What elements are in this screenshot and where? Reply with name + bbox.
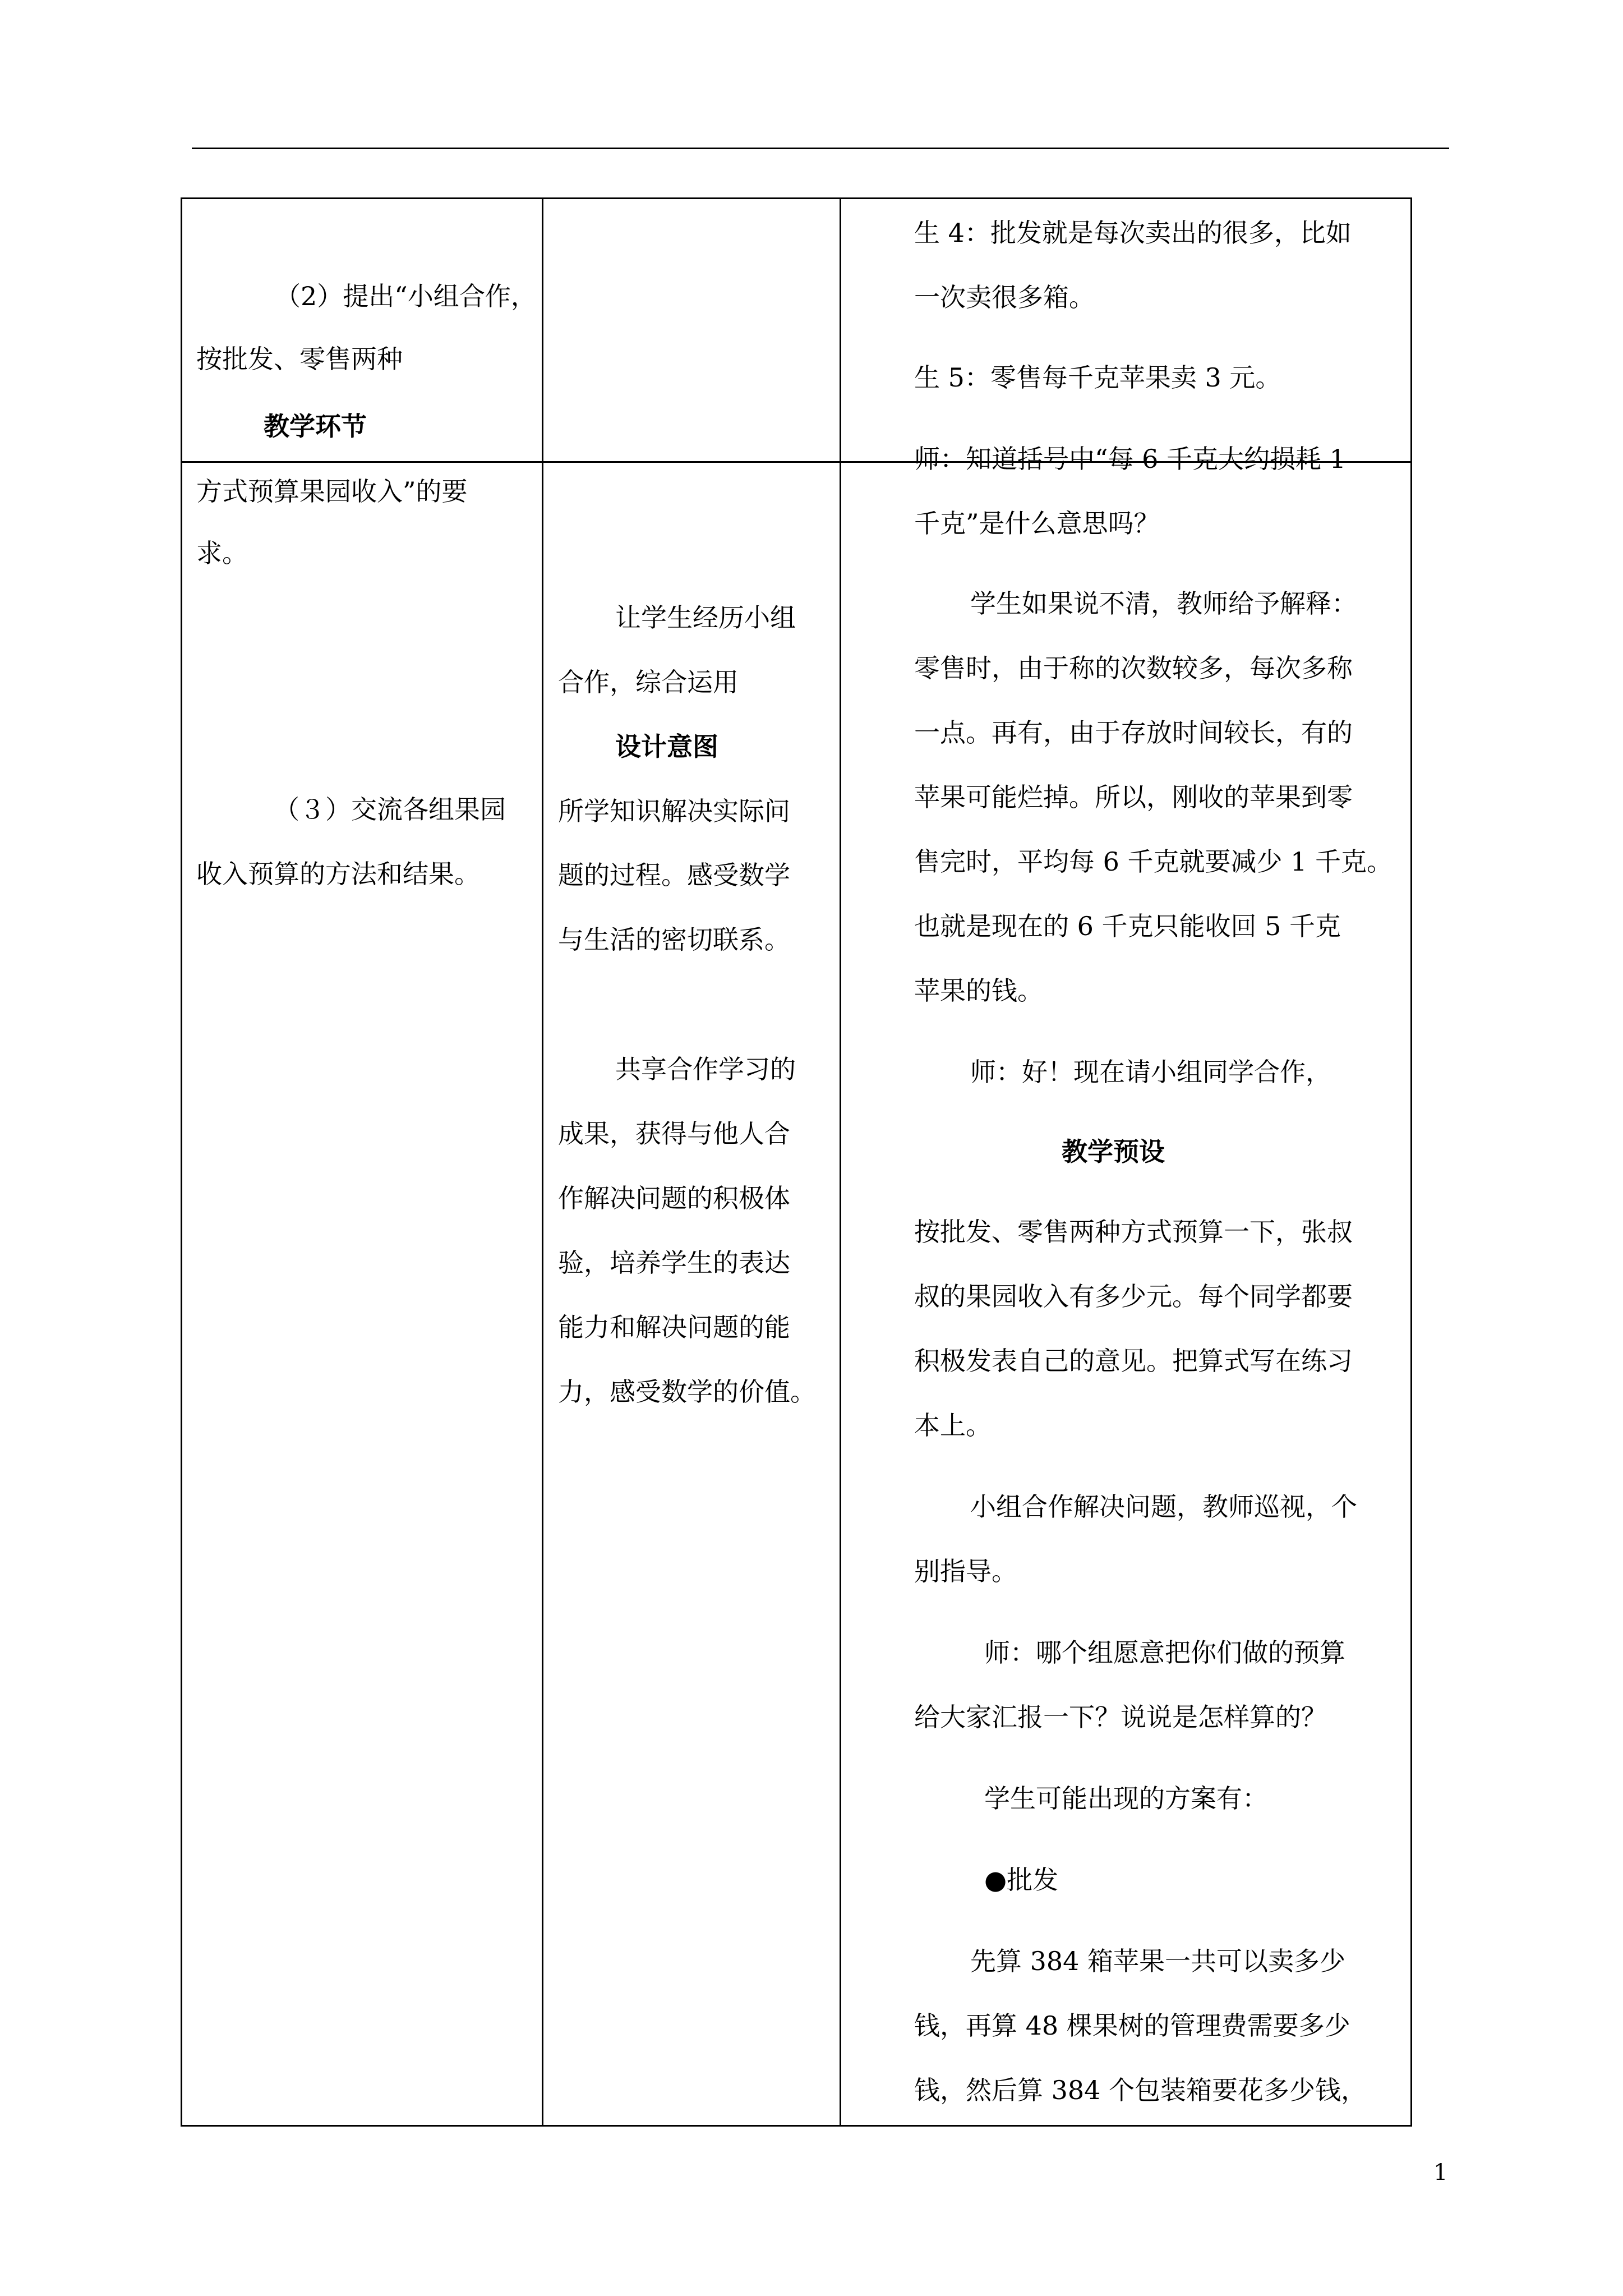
col3-line: 也就是现在的 6 千克只能收回 5 千克 xyxy=(914,911,1341,941)
col2-line: 与生活的密切联系。 xyxy=(558,924,790,955)
col3-line: 师：知道括号中“每 6 千克大约损耗 1 xyxy=(914,444,1346,474)
col2-line: 题的过程。感受数学 xyxy=(558,860,790,890)
table-bottom-border xyxy=(181,2125,1412,2127)
col3-line: 生 4：批发就是每次卖出的很多，比如 xyxy=(914,218,1352,248)
col1-line: 方式预算果园收入”的要 xyxy=(196,476,468,507)
col2-line: 共享合作学习的 xyxy=(615,1054,796,1084)
col2-line: 所学知识解决实际问 xyxy=(558,796,790,826)
col2-line: 作解决问题的积极体 xyxy=(558,1183,790,1213)
col3-line: 别指导。 xyxy=(914,1556,1017,1586)
table-col-divider-2 xyxy=(840,197,841,2127)
col3-line: 给大家汇报一下？说说是怎样算的？ xyxy=(914,1702,1327,1732)
col2-line: 验，培养学生的表达 xyxy=(558,1248,790,1278)
col3-line: 本上。 xyxy=(914,1410,992,1441)
col3-line: 苹果可能烂掉。所以，刚收的苹果到零 xyxy=(914,782,1353,812)
col3-line: 千克”是什么意思吗？ xyxy=(914,508,1160,539)
page-top-rule xyxy=(192,148,1449,149)
col1-header: 教学环节 xyxy=(264,411,367,441)
col1-line: 求。 xyxy=(196,538,248,568)
col2-header: 设计意图 xyxy=(615,731,718,762)
page-number: 1 xyxy=(1433,2160,1448,2185)
col3-line: 一点。再有，由于存放时间较长，有的 xyxy=(914,717,1353,748)
col3-line: 苹果的钱。 xyxy=(914,976,1043,1006)
col1-line: 收入预算的方法和结果。 xyxy=(196,859,480,889)
col3-line: 先算 384 箱苹果一共可以卖多少 xyxy=(970,1946,1346,1976)
col3-line: 师：好！现在请小组同学合作， xyxy=(970,1057,1331,1087)
col3-line: 售完时，平均每 6 千克就要减少 1 千克。 xyxy=(914,846,1393,877)
table-col-divider-1 xyxy=(542,197,543,2127)
col3-line: 按批发、零售两种方式预算一下，张叔 xyxy=(914,1217,1353,1247)
col3-line: 积极发表自己的意见。把算式写在练习 xyxy=(914,1346,1353,1376)
col3-line: 学生可能出现的方案有： xyxy=(984,1783,1268,1814)
col3-line: 零售时，由于称的次数较多，每次多称 xyxy=(914,653,1353,683)
col2-line: 能力和解决问题的能 xyxy=(558,1312,790,1342)
table-top-border xyxy=(181,197,1412,199)
col2-line: 成果，获得与他人合 xyxy=(558,1119,790,1149)
col2-line: 力，感受数学的价值。 xyxy=(558,1377,816,1407)
col2-line: 合作，综合运用 xyxy=(558,667,739,697)
col3-line: 学生如果说不清，教师给予解释： xyxy=(970,588,1357,619)
col3-line: ●批发 xyxy=(984,1865,1059,1895)
col3-line: 小组合作解决问题，教师巡视，个 xyxy=(970,1492,1357,1522)
col3-line: 钱，再算 48 棵果树的管理费需要多少 xyxy=(914,2010,1350,2041)
col3-line: 生 5：零售每千克苹果卖 3 元。 xyxy=(914,362,1281,393)
col1-line: （３）交流各组果园 xyxy=(274,794,506,825)
col3-line: 钱，然后算 384 个包装箱要花多少钱， xyxy=(914,2075,1367,2105)
table-right-border xyxy=(1410,197,1412,2127)
table-left-border xyxy=(181,197,182,2127)
col2-line: 让学生经历小组 xyxy=(615,602,796,633)
col3-line: 师：哪个组愿意把你们做的预算 xyxy=(984,1637,1345,1668)
col1-line: 按批发、零售两种 xyxy=(196,344,403,374)
col3-line: 叔的果园收入有多少元。每个同学都要 xyxy=(914,1281,1353,1312)
col3-header: 教学预设 xyxy=(1062,1137,1165,1167)
col1-line: （2）提出“小组合作， xyxy=(275,281,537,311)
col3-line: 一次卖很多箱。 xyxy=(914,282,1095,312)
